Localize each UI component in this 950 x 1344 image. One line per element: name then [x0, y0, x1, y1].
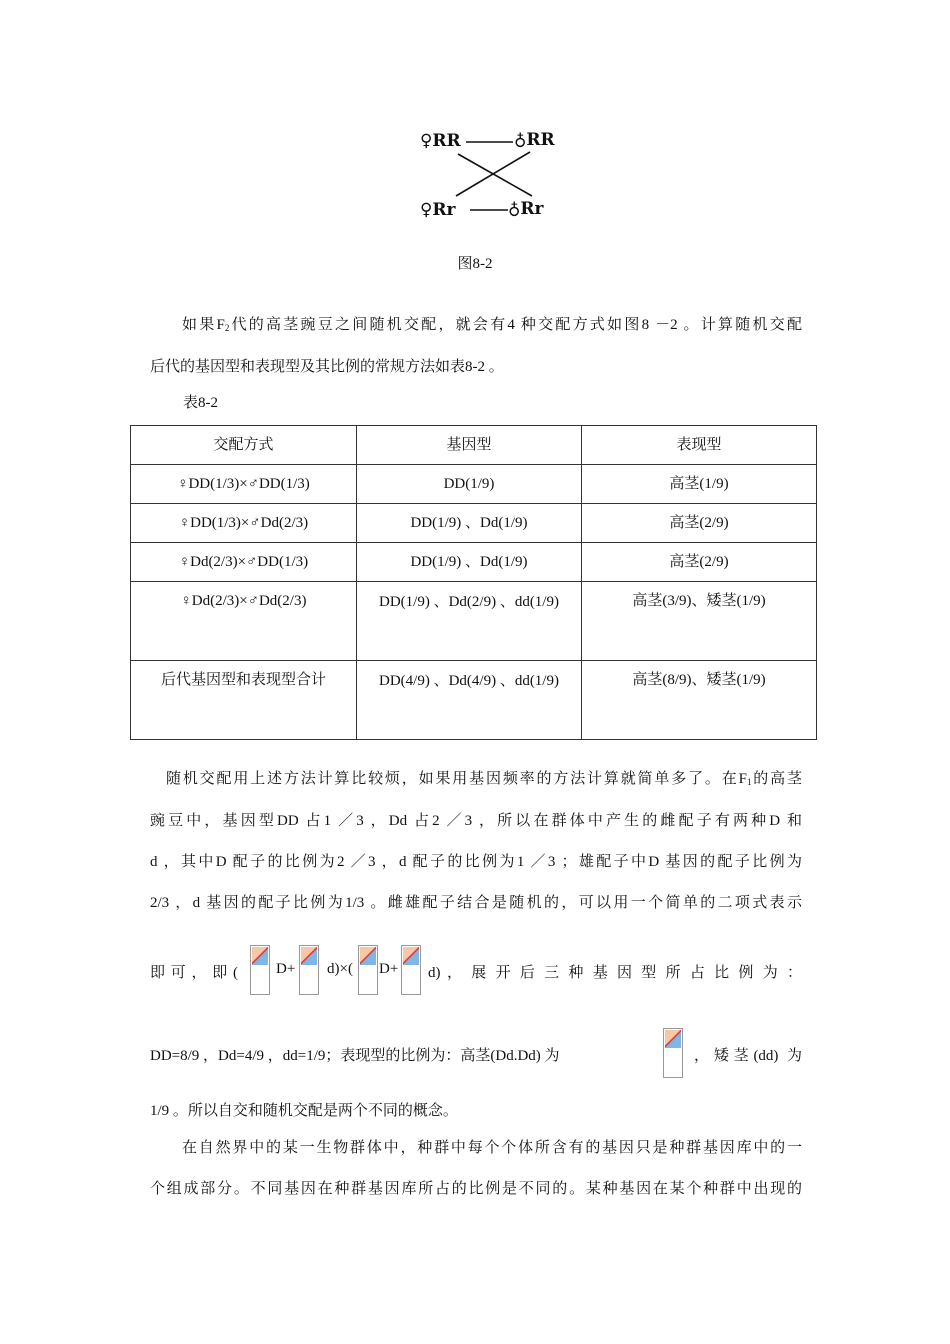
table-cell: ♀Dd(2/3)×♂DD(1/3): [131, 543, 357, 582]
table-cell: DD(4/9) 、Dd(4/9) 、dd(1/9): [357, 661, 582, 740]
body-line-8: 在自然界中的某一生物群体中，种群中每个个体所含有的基因只是种群基因库中的一: [182, 1140, 802, 1156]
table-header-row: [131, 426, 817, 465]
table-row: [131, 661, 817, 740]
table-row: [131, 504, 817, 543]
fraction-image-1: [250, 945, 270, 995]
table-cell: DD(1/9) 、Dd(1/9): [357, 504, 582, 543]
binomial-text-a: 即 可 ， 即 (: [150, 965, 238, 981]
figure-caption: 图8-2: [457, 256, 493, 272]
table-cell: ♀DD(1/3)×♂DD(1/3): [131, 465, 357, 504]
table-cell: 高茎(3/9)、矮茎(1/9): [582, 582, 817, 661]
body-line-6: [150, 1028, 802, 1080]
table-cell: ♀Dd(2/3)×♂Dd(2/3): [131, 582, 357, 661]
body-line-9: 个组成部分。不同基因在种群基因库所占的比例是不同的。某种基因在某个种群中出现的: [150, 1181, 802, 1197]
header-cell: 表现型: [582, 426, 817, 465]
top-right-label: ♁RR: [514, 130, 555, 150]
table-cell: ♀DD(1/3)×♂Dd(2/3): [131, 504, 357, 543]
table-cell: DD(1/9): [357, 465, 582, 504]
table-cell: 高茎(1/9): [582, 465, 817, 504]
fraction-image-5: [663, 1028, 683, 1078]
body-line-7: 1/9 。所以自交和随机交配是两个不同的概念。: [150, 1103, 458, 1119]
body-line-4: 2/3 ，d 基因的配子比例为1/3 。雌雄配子结合是随机的，可以用一个简单的二项式表示: [150, 895, 802, 911]
intro-line-2: 后代的基因型和表现型及其比例的常规方法如表8-2 。: [150, 359, 504, 375]
table-row: [131, 465, 817, 504]
table-row: [131, 543, 817, 582]
body-line-2: 豌豆中，基因型DD 占1 ／3 ，Dd 占2 ／3 ，所以在群体中产生的雌配子有两种D 和: [150, 813, 802, 829]
body-line-1: 随机交配用上述方法计算比较烦，如果用基因频率的方法计算就简单多了。在$F_1$的高茎: [166, 771, 802, 787]
bottom-left-label: ♀Rr: [420, 200, 456, 220]
cross-diagram: [418, 128, 578, 228]
intro-line-1: 如果$F_2$代的高茎豌豆之间随机交配，就会有4 种交配方式如图8 －2 。计算随机交配: [182, 317, 802, 333]
binomial-text-d: D+: [379, 961, 399, 977]
body-line-3: d ，其中D 配子的比例为2 ／3 ，d 配子的比例为1 ／3 ；雄配子中D 基因的配子比例为: [150, 854, 802, 870]
binomial-text-b: D+: [276, 961, 296, 977]
table-cell: 高茎(8/9)、矮茎(1/9): [582, 661, 817, 740]
bottom-right-label: ♁Rr: [508, 199, 544, 219]
fraction-image-4: [401, 945, 421, 995]
body-line-5: [150, 945, 802, 997]
fraction-image-2: [299, 945, 319, 995]
top-left-label: ♀RR: [420, 131, 461, 151]
table-label: 表8-2: [183, 395, 218, 411]
cross-line-b: [458, 154, 532, 196]
table-cell: DD(1/9) 、Dd(1/9): [357, 543, 582, 582]
table-cell: 后代基因型和表现型合计: [131, 661, 357, 740]
binomial-text-e: d) ， 展 开 后 三 种 基 因 型 所 占 比 例 为 ：: [428, 965, 802, 981]
table-row: [131, 582, 817, 661]
header-cell: 交配方式: [131, 426, 357, 465]
header-cell: 基因型: [357, 426, 582, 465]
fraction-image-3: [358, 945, 378, 995]
ratio-text-a: DD=8/9 ，Dd=4/9 ，dd=1/9；表现型的比例为：高茎(Dd.Dd) 为: [150, 1048, 560, 1064]
table-cell: 高茎(2/9): [582, 504, 817, 543]
table-cell: 高茎(2/9): [582, 543, 817, 582]
binomial-text-c: d)×(: [327, 961, 353, 977]
table-cell: DD(1/9) 、Dd(2/9) 、dd(1/9): [357, 582, 582, 661]
ratio-text-b: ，矮茎(dd) 为: [694, 1048, 802, 1064]
mating-table: [130, 425, 817, 740]
